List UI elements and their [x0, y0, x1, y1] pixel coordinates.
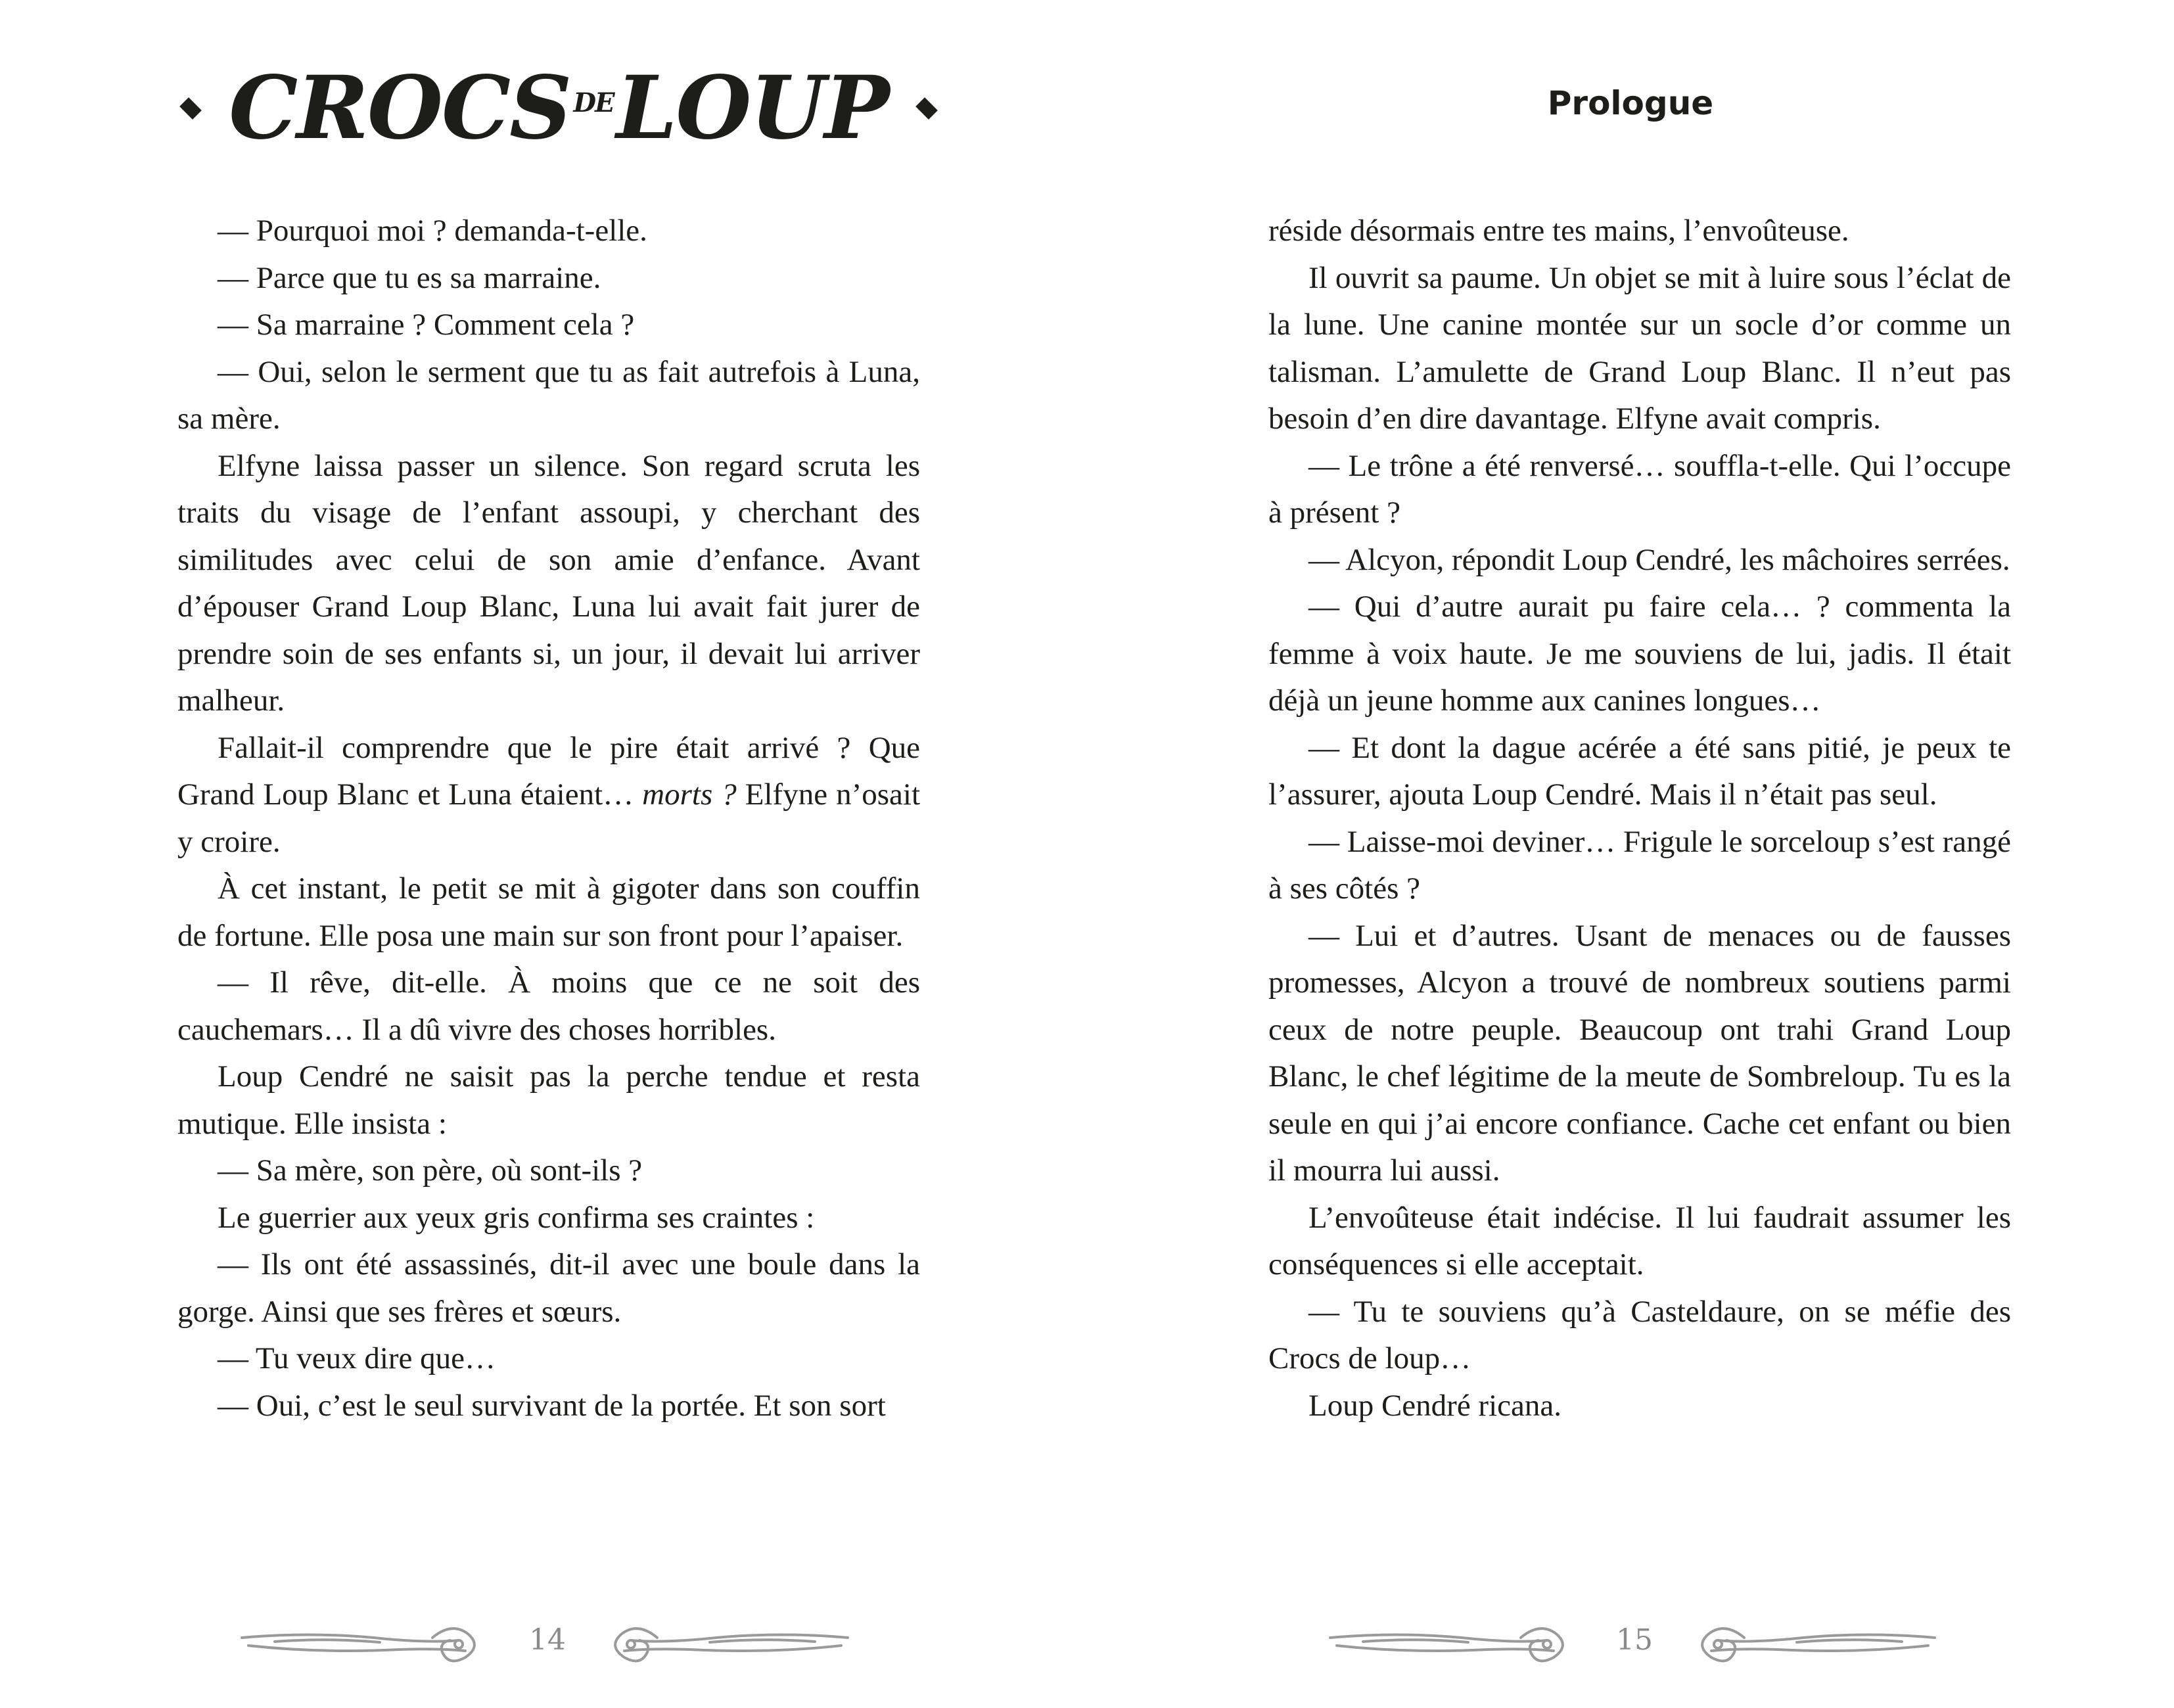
paragraph: — Tu veux dire que…: [218, 1341, 496, 1375]
left-body-text: [177, 208, 920, 1429]
paragraph: — Sa marraine ? Comment cela ?: [218, 308, 635, 342]
paragraph: — Oui, selon le serment que tu as fait autrefois à Luna, sa mère.: [177, 354, 920, 436]
left-footer: [0, 1604, 1087, 1682]
paragraph: — Tu te souviens qu’à Casteldaure, on se méfie des Crocs de loup…: [1268, 1294, 2011, 1375]
right-body-text: [1268, 208, 2011, 1429]
paragraph: — Oui, c’est le seul survivant de la portée. Et son sort: [218, 1388, 886, 1423]
paragraph: — Qui d’autre aurait pu faire cela… ? commenta la femme à voix haute. Je me souviens de lui, jadis. Il était déjà un jeune homme aux canines longues…: [1268, 589, 2011, 718]
paragraph: — Et dont la dague acérée a été sans pitié, je peux te l’assurer, ajouta Loup Cendré. Mais il n’était pas seul.: [1268, 730, 2011, 812]
logo-wordmark: [229, 57, 889, 159]
series-logo: [229, 53, 889, 164]
page-number: 14: [529, 1623, 566, 1657]
paragraph: — Il rêve, dit-elle. À moins que ce ne soit des cauchemars… Il a dû vivre des choses horribles.: [177, 965, 920, 1047]
paragraph: réside désormais entre tes mains, l’envoûteuse.: [1268, 214, 1849, 248]
paragraph: — Le trône a été renversé… souffla-t-elle. Qui l’occupe à présent ?: [1268, 448, 2011, 530]
paragraph: — Lui et d’autres. Usant de menaces ou de fausses promesses, Alcyon a trouvé de nombreux soutiens parmi ceux de notre peuple. Beaucoup ont trahi Grand Loup Blanc, le chef légitime de la meute de Sombreloup. Tu es la seule en qui j’ai encore confiance. Cache cet enfant ou bien il mourra lui aussi.: [1268, 918, 2011, 1188]
paragraph: L’envoûteuse était indécise. Il lui faudrait assumer les conséquences si elle acceptait.: [1268, 1200, 2011, 1281]
paragraph: — Ils ont été assassinés, dit-il avec une boule dans la gorge. Ainsi que ses frères et sœurs.: [177, 1247, 920, 1329]
paragraph: Fallait-il comprendre que le pire était arrivé ? Que Grand Loup Blanc et Luna étaient… morts ? Elfyne n’osait y croire.: [177, 730, 920, 859]
paragraph: Le guerrier aux yeux gris confirma ses craintes :: [218, 1200, 815, 1235]
paragraph: — Laisse-moi deviner… Frigule le sorceloup s’est rangé à ses côtés ?: [1268, 824, 2011, 906]
flourish-ornament-icon: [1324, 1611, 1586, 1677]
paragraph: Loup Cendré ne saisit pas la perche tendue et resta mutique. Elle insista :: [177, 1059, 920, 1141]
chapter-title: [1087, 84, 2174, 122]
right-footer: [1087, 1604, 2174, 1682]
diamond-ornament-icon: [179, 97, 202, 120]
chapter-title-text: Prologue: [1547, 84, 1714, 122]
paragraph: Elfyne laissa passer un silence. Son regard scruta les traits du visage de l’enfant assoupi, y cherchant des similitudes avec celui de son amie d’enfance. Avant d’épouser Grand Loup Blanc, Luna lui avait fait jurer de prendre soin de ses enfants si, un jour, il devait lui arriver malheur.: [177, 448, 920, 718]
paragraph: Loup Cendré ricana.: [1308, 1388, 1561, 1423]
flourish-ornament-icon: [235, 1611, 498, 1677]
flourish-ornament-icon: [1678, 1611, 1941, 1677]
paragraph: Il ouvrit sa paume. Un objet se mit à luire sous l’éclat de la lune. Une canine montée sur un socle d’or comme un talisman. L’amulette de Grand Loup Blanc. Il n’eut pas besoin d’en dire davantage. Elfyne avait compris.: [1268, 260, 2011, 436]
right-page: [1087, 0, 2174, 1708]
diamond-ornament-icon: [915, 97, 938, 120]
paragraph: — Parce que tu es sa marraine.: [218, 260, 601, 295]
logo-word-crocs: CROCS: [229, 57, 571, 159]
flourish-ornament-icon: [591, 1611, 854, 1677]
logo-word-de: DE: [573, 87, 614, 118]
paragraph: — Sa mère, son père, où sont-ils ?: [218, 1153, 643, 1188]
page-number: 15: [1616, 1623, 1653, 1657]
paragraph: — Alcyon, répondit Loup Cendré, les mâchoires serrées.: [1308, 542, 2010, 577]
paragraph: À cet instant, le petit se mit à gigoter dans son couffin de fortune. Elle posa une main sur son front pour l’apaiser.: [177, 871, 920, 953]
logo-word-loup: LOUP: [616, 57, 889, 159]
paragraph: — Pourquoi moi ? demanda-t-elle.: [218, 214, 647, 248]
